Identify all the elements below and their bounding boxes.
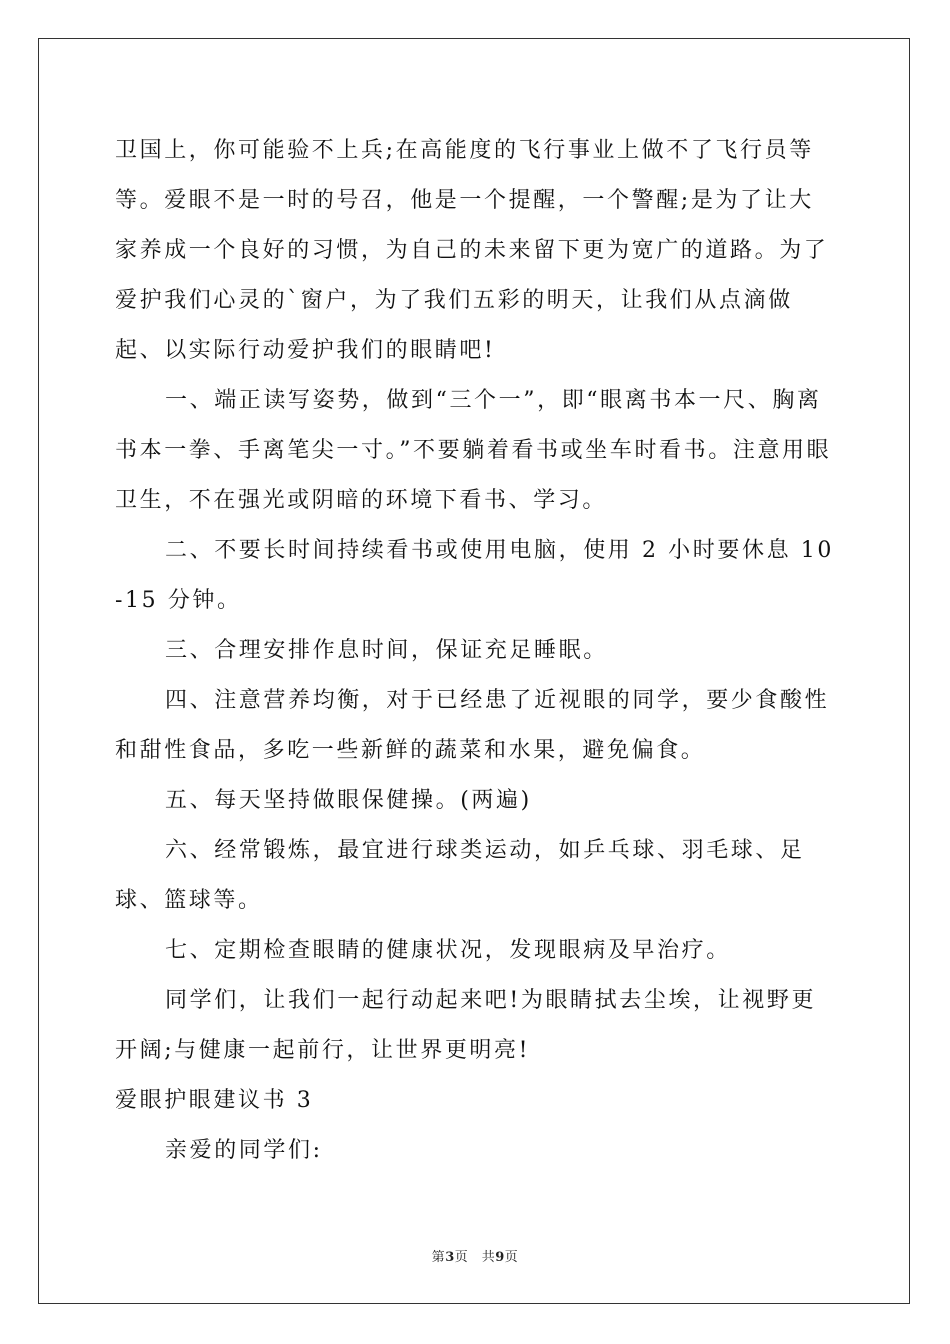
document-body — [115, 126, 835, 1176]
paragraph: 七、定期检查眼睛的健康状况，发现眼病及早治疗。 — [165, 938, 731, 963]
footer-suffix: 页 — [504, 1250, 519, 1265]
section-heading: 爱眼护眼建议书 3 — [115, 1088, 314, 1113]
page-number: 3 — [445, 1250, 455, 1265]
page-footer — [0, 1246, 950, 1265]
footer-prefix: 第 — [431, 1250, 446, 1265]
paragraph: 四、注意营养均衡，对于已经患了近视眼的同学，要少食酸性和甜性食品，多吃一些新鲜的蔬菜和水果，避免偏食。 — [115, 688, 830, 763]
paragraph: 二、不要长时间持续看书或使用电脑，使用 2 小时要休息 10-15 分钟。 — [115, 538, 834, 613]
paragraph: 一、端正读写姿势，做到“三个一”，即“眼离书本一尺、胸离书本一拳、手离笔尖一寸。”不要躺着看书或坐车时看书。注意用眼卫生，不在强光或阴暗的环境下看书、学习。 — [115, 388, 832, 513]
paragraph: 五、每天坚持做眼保健操。(两遍) — [165, 788, 532, 813]
footer-mid: 页 共 — [454, 1250, 496, 1265]
paragraph: 同学们，让我们一起行动起来吧!为眼睛拭去尘埃，让视野更开阔;与健康一起前行，让世界更明亮! — [115, 988, 817, 1063]
paragraph: 六、经常锻炼，最宜进行球类运动，如乒乓球、羽毛球、足球、篮球等。 — [115, 838, 805, 913]
total-pages: 9 — [495, 1250, 505, 1265]
salutation: 亲爱的同学们: — [165, 1138, 323, 1163]
paragraph: 卫国上，你可能验不上兵;在高能度的飞行事业上做不了飞行员等等。爱眼不是一时的号召，他是一个提醒，一个警醒;是为了让大家养成一个良好的习惯，为自己的未来留下更为宽广的道路。为了爱护我们心灵的`窗户，为了我们五彩的明天，让我们从点滴做起、以实际行动爱护我们的眼睛吧! — [115, 138, 829, 363]
paragraph: 三、合理安排作息时间，保证充足睡眠。 — [165, 638, 608, 663]
